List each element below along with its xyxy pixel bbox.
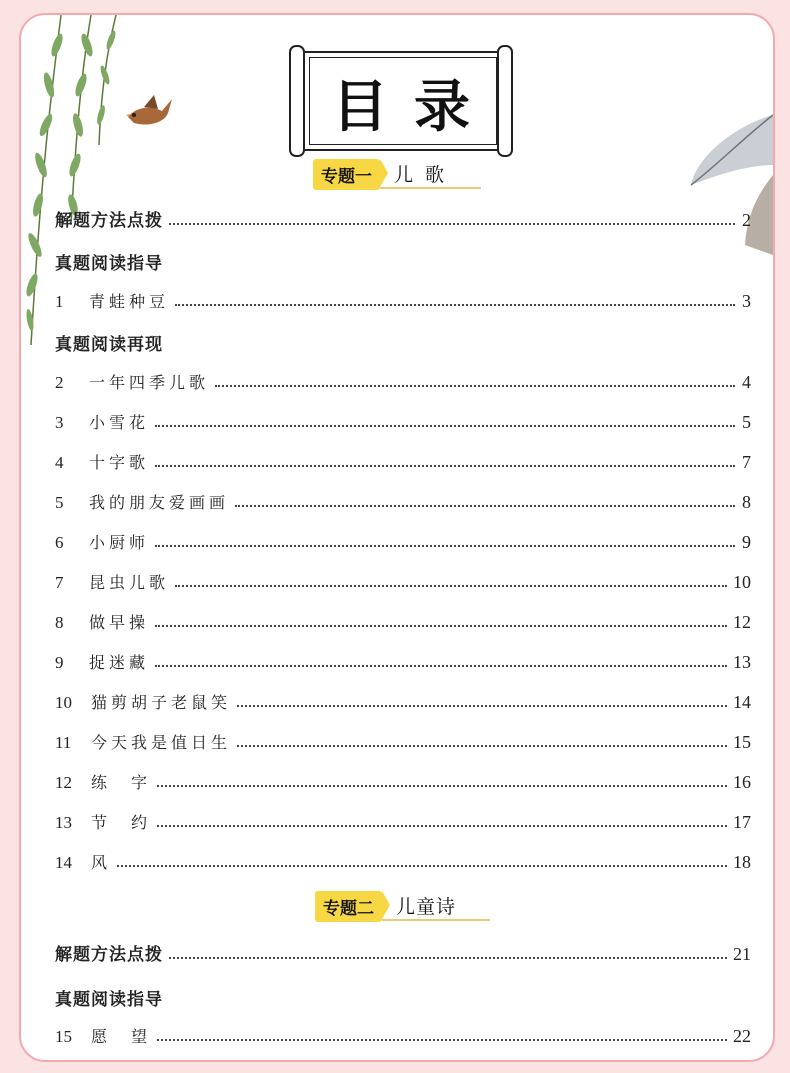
entry-title: 十字歌: [89, 453, 150, 472]
page-number: 14: [733, 692, 751, 712]
toc-row[interactable]: [55, 727, 751, 753]
page-number: 13: [733, 652, 751, 672]
entry-number: 14: [55, 853, 72, 872]
page-number: 18: [733, 852, 751, 872]
toc-row[interactable]: [55, 367, 751, 393]
entry-number: 3: [55, 413, 64, 432]
toc-row[interactable]: [55, 527, 751, 553]
toc-row[interactable]: [55, 607, 751, 633]
topic-banner-2: [315, 891, 490, 921]
leader-dots: [175, 585, 727, 587]
page-number: 2: [742, 210, 751, 230]
toc-row[interactable]: [55, 847, 751, 873]
page-number: 21: [733, 944, 751, 964]
toc-row-method-2[interactable]: [55, 939, 751, 965]
entry-title: 做早操: [89, 613, 150, 632]
entry-title: 今天我是值日生: [91, 733, 232, 752]
topic-banner-1: [313, 159, 481, 189]
section-heading: 真题阅读指导: [55, 990, 163, 1010]
leader-dots: [169, 957, 727, 959]
entry-number: 10: [55, 693, 72, 712]
section-heading: 真题阅读再现: [55, 335, 163, 355]
entry-title: 青蛙种豆: [89, 292, 170, 311]
entry-number: 7: [55, 573, 64, 592]
toc-row[interactable]: [55, 687, 751, 713]
page-number: 12: [733, 612, 751, 632]
toc-page: [19, 13, 775, 1062]
leader-dots: [155, 665, 727, 667]
entry-title: 一年四季儿歌: [89, 373, 210, 392]
toc-row[interactable]: [55, 767, 751, 793]
entry-number: 15: [55, 1027, 72, 1046]
topic-tag: 专题一: [313, 159, 380, 190]
leader-dots: [175, 304, 735, 306]
leader-dots: [155, 425, 735, 427]
toc-row[interactable]: [55, 567, 751, 593]
page-number: 8: [742, 492, 751, 512]
toc-row[interactable]: [55, 447, 751, 473]
page-number: 5: [742, 412, 751, 432]
toc-row[interactable]: [55, 807, 751, 833]
toc-row[interactable]: [55, 487, 751, 513]
topic-name: 儿童诗: [382, 892, 490, 921]
leader-dots: [237, 745, 727, 747]
entry-number: 4: [55, 453, 64, 472]
leader-dots: [237, 705, 727, 707]
entry-title: 风: [91, 853, 112, 872]
entry-title: 愿 望: [91, 1027, 152, 1046]
entry-number: 12: [55, 773, 72, 792]
topic-tag: 专题二: [315, 891, 382, 922]
toc-row-method-1[interactable]: [55, 205, 751, 231]
entry-number: 2: [55, 373, 64, 392]
leader-dots: [157, 825, 727, 827]
topic-name: 儿 歌: [380, 160, 481, 189]
entry-number: 9: [55, 653, 64, 672]
leader-dots: [157, 1039, 727, 1041]
leader-dots: [155, 465, 735, 467]
toc-row[interactable]: [55, 286, 751, 312]
entry-number: 5: [55, 493, 64, 512]
sparrow-icon: [124, 93, 176, 131]
leader-dots: [155, 625, 727, 627]
leader-dots: [155, 545, 735, 547]
toc-row[interactable]: [55, 407, 751, 433]
entry-title: 昆虫儿歌: [89, 573, 170, 592]
entry-number: 6: [55, 533, 64, 552]
section-heading: 真题阅读指导: [55, 254, 163, 274]
entry-title: 捉迷藏: [89, 653, 150, 672]
section-label: 解题方法点拨: [55, 945, 163, 965]
title-scroll: [289, 45, 513, 153]
leader-dots: [215, 385, 735, 387]
page-number: 3: [742, 291, 751, 311]
entry-number: 13: [55, 813, 72, 832]
page-number: 9: [742, 532, 751, 552]
entry-title: 小厨师: [89, 533, 150, 552]
section-label: 解题方法点拨: [55, 211, 163, 231]
page-number: 15: [733, 732, 751, 752]
page-number: 17: [733, 812, 751, 832]
leader-dots: [117, 865, 727, 867]
page-number: 22: [733, 1026, 751, 1046]
entry-number: 1: [55, 292, 64, 311]
page-number: 10: [733, 572, 751, 592]
entry-number: 11: [55, 733, 72, 752]
entry-title: 我的朋友爱画画: [89, 493, 230, 512]
entry-title: 猫剪胡子老鼠笑: [91, 693, 232, 712]
entry-title: 小雪花: [89, 413, 150, 432]
page-number: 7: [742, 452, 751, 472]
entry-title: 节 约: [91, 813, 152, 832]
entry-title: 练 字: [91, 773, 152, 792]
page-number: 16: [733, 772, 751, 792]
leader-dots: [157, 785, 727, 787]
leader-dots: [169, 223, 735, 225]
leader-dots: [235, 505, 735, 507]
page-number: 4: [742, 372, 751, 392]
feather-icon: [687, 105, 773, 255]
toc-row[interactable]: [55, 647, 751, 673]
page-title: 目录: [332, 75, 496, 140]
toc-row[interactable]: [55, 1021, 751, 1047]
entry-number: 8: [55, 613, 64, 632]
